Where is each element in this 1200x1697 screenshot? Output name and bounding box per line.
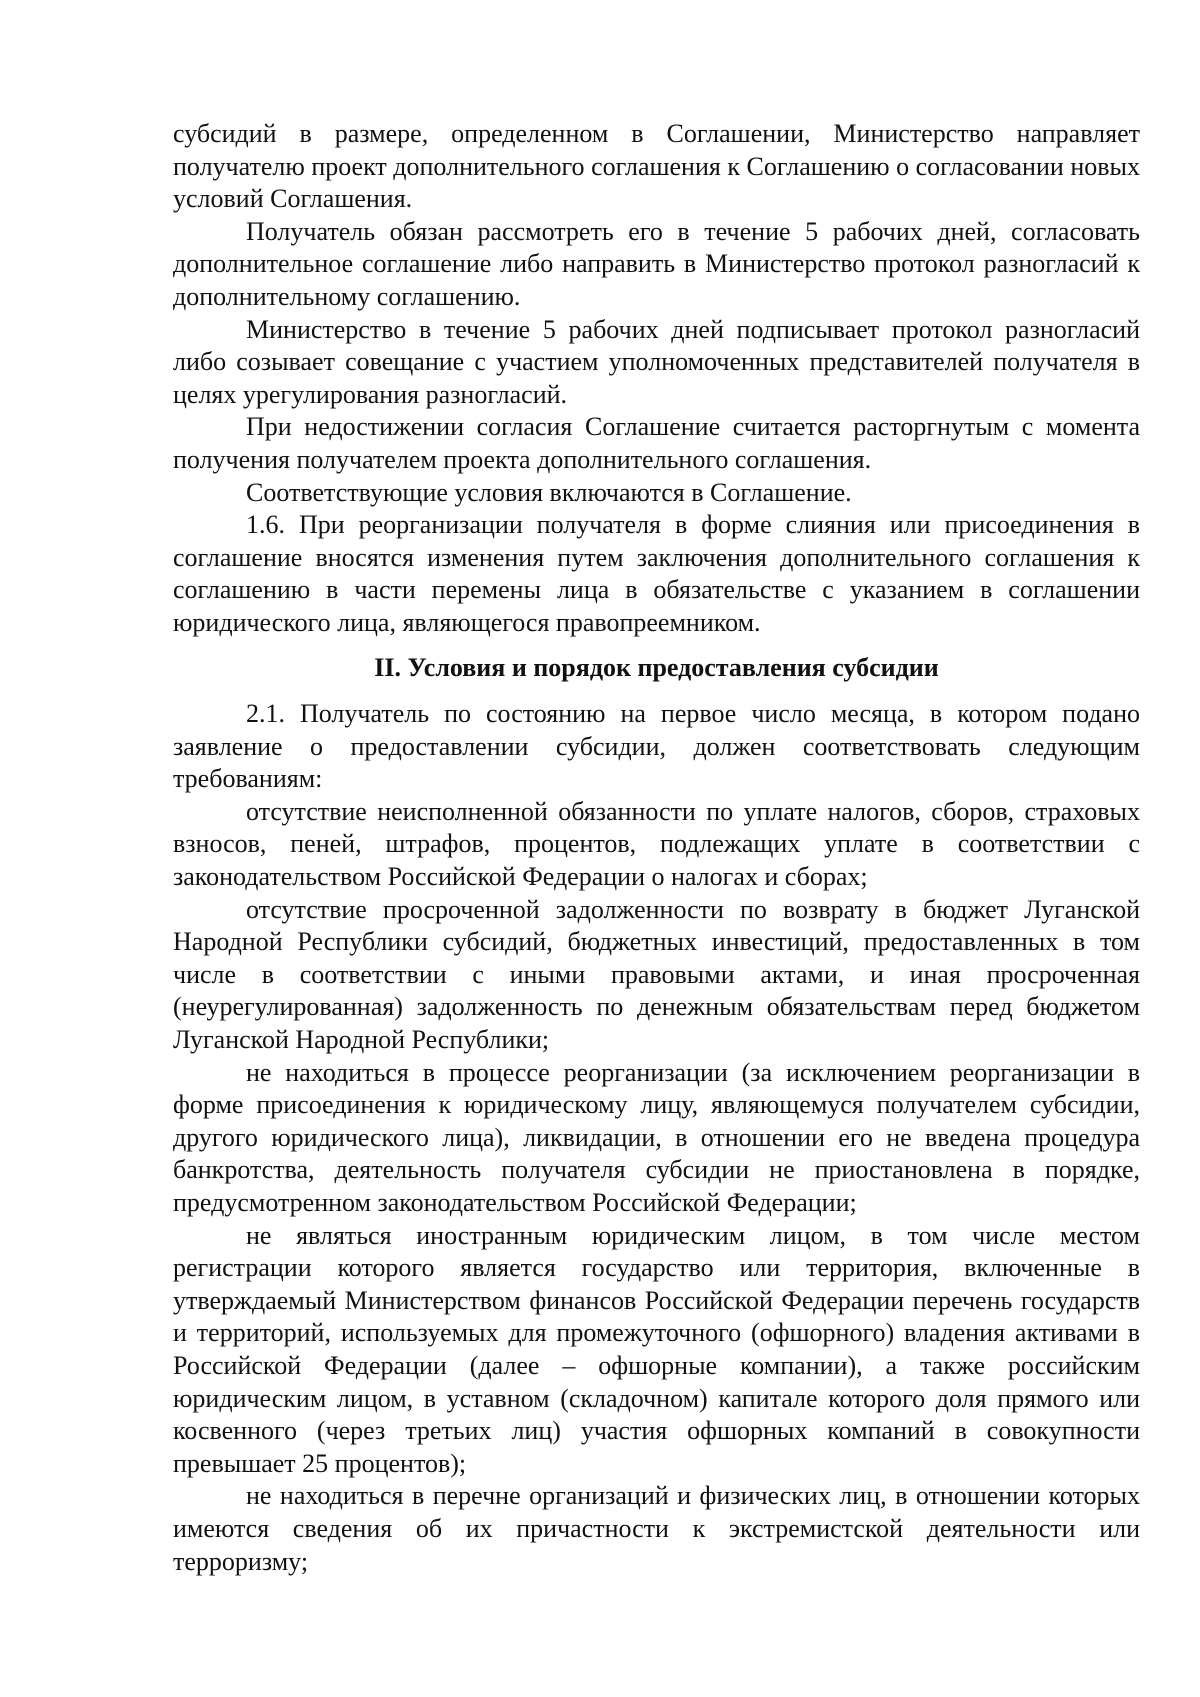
paragraph: При недостижении согласия Соглашение считается расторгнутым с момента получения получателем проекта дополнительного соглашения. xyxy=(173,412,1140,474)
section-heading: II. Условия и порядок предоставления субсидии xyxy=(374,652,939,682)
paragraph: Министерство в течение 5 рабочих дней подписывает протокол разногласий либо созывает совещание с участием уполномоченных представителей получателя в целях урегулирования разногласий. xyxy=(173,314,1140,409)
paragraph: не находиться в процессе реорганизации (за исключением реорганизации в форме присоединения к юридическому лицу, являющемуся получателем субсидии, другого юридического лица), ликвидации, в отношении его не введена процедура банкротства, деятельность получателя субсидии не приостановлена в порядке, предусмотренном законодательством Российской Федерации; xyxy=(173,1057,1140,1217)
paragraph: 2.1. Получатель по состоянию на первое число месяца, в котором подано заявление о предоставлении субсидии, должен соответствовать следующим требованиям: xyxy=(173,699,1140,794)
paragraph: не находиться в перечне организаций и физических лиц, в отношении которых имеются сведения об их причастности к экстремистской деятельности или терроризму; xyxy=(173,1481,1140,1576)
paragraph: не являться иностранным юридическим лицом, в том числе местом регистрации которого является государство или территория, включенные в утверждаемый Министерством финансов Российской Федерации перечень государств и территорий, используемых для промежуточного (офшорного) владения активами в Российской Федерации (далее – офшорные компании), а также российским юридическим лицом, в уставном (складочном) капитале которого доля прямого или косвенного (через третьих лиц) участия офшорных компаний в совокупности превышает 25 процентов); xyxy=(173,1220,1140,1478)
paragraph: отсутствие неисполненной обязанности по уплате налогов, сборов, страховых взносов, пеней, штрафов, процентов, подлежащих уплате в соответствии с законодательством Российской Федерации о налогах и сборах; xyxy=(173,796,1140,892)
paragraph: Получатель обязан рассмотреть его в течение 5 рабочих дней, согласовать дополнительное соглашение либо направить в Министерство протокол разногласий к дополнительному соглашению. xyxy=(173,216,1140,311)
document-body xyxy=(173,118,1140,1578)
paragraph: отсутствие просроченной задолженности по возврату в бюджет Луганской Народной Республики субсидий, бюджетных инвестиций, предоставленных в том числе в соответствии с иными правовыми актами, и иная просроченная (неурегулированная) задолженность по денежным обязательствам перед бюджетом Луганской Народной Республики; xyxy=(173,894,1140,1055)
paragraph: субсидий в размере, определенном в Соглашении, Министерство направляет получателю проект дополнительного соглашения к Соглашению о согласовании новых условий Соглашения. xyxy=(173,119,1140,214)
paragraph: 1.6. При реорганизации получателя в форме слияния или присоединения в соглашение вносятся изменения путем заключения дополнительного соглашения к соглашению в части перемены лица в обязательстве с указанием в соглашении юридического лица, являющегося правопреемником. xyxy=(173,510,1140,637)
paragraph: Соответствующие условия включаются в Соглашение. xyxy=(246,477,852,507)
